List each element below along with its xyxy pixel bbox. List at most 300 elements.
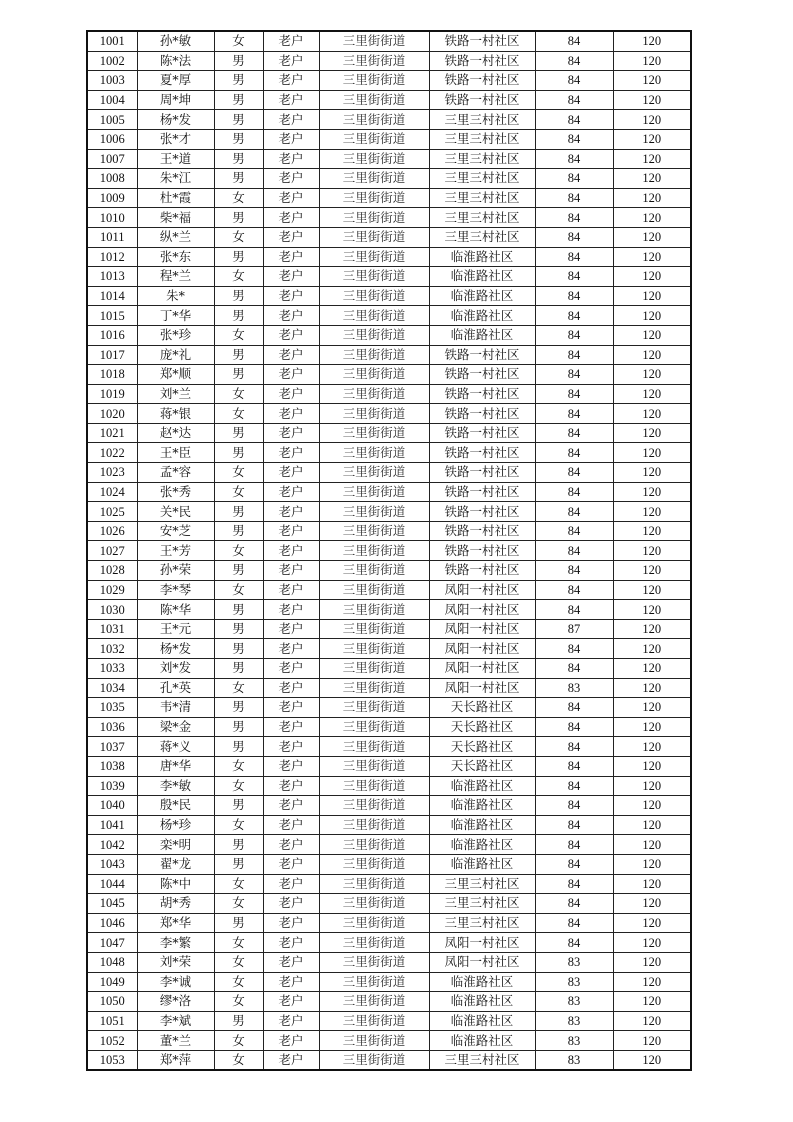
table-row <box>87 913 691 933</box>
street-cell: 三里街街道 <box>319 306 429 326</box>
street-cell: 三里街街道 <box>319 345 429 365</box>
id-cell: 1031 <box>87 619 137 639</box>
id-cell: 1029 <box>87 580 137 600</box>
table-row <box>87 561 691 581</box>
table-row <box>87 815 691 835</box>
gender-cell: 女 <box>214 815 263 835</box>
household-type-cell: 老户 <box>263 913 319 933</box>
value-cell: 84 <box>535 659 613 679</box>
community-cell: 铁路一村社区 <box>429 443 535 463</box>
table-row <box>87 345 691 365</box>
standard-cell: 120 <box>613 835 691 855</box>
standard-cell: 120 <box>613 423 691 443</box>
household-type-cell: 老户 <box>263 208 319 228</box>
value-cell: 84 <box>535 854 613 874</box>
community-cell: 天长路社区 <box>429 756 535 776</box>
name-cell: 刘*兰 <box>137 384 214 404</box>
table-row <box>87 71 691 91</box>
gender-cell: 女 <box>214 31 263 51</box>
household-type-cell: 老户 <box>263 227 319 247</box>
standard-cell: 120 <box>613 619 691 639</box>
community-cell: 临淮路社区 <box>429 815 535 835</box>
household-type-cell: 老户 <box>263 796 319 816</box>
id-cell: 1041 <box>87 815 137 835</box>
value-cell: 87 <box>535 619 613 639</box>
gender-cell: 男 <box>214 659 263 679</box>
name-cell: 杜*霞 <box>137 188 214 208</box>
street-cell: 三里街街道 <box>319 776 429 796</box>
household-type-cell: 老户 <box>263 580 319 600</box>
name-cell: 张*才 <box>137 129 214 149</box>
household-type-cell: 老户 <box>263 678 319 698</box>
value-cell: 84 <box>535 286 613 306</box>
id-cell: 1051 <box>87 1011 137 1031</box>
street-cell: 三里街街道 <box>319 188 429 208</box>
gender-cell: 女 <box>214 482 263 502</box>
value-cell: 84 <box>535 71 613 91</box>
gender-cell: 男 <box>214 717 263 737</box>
table-row <box>87 502 691 522</box>
table-row <box>87 423 691 443</box>
name-cell: 缪*洛 <box>137 992 214 1012</box>
id-cell: 1047 <box>87 933 137 953</box>
community-cell: 铁路一村社区 <box>429 423 535 443</box>
name-cell: 庞*礼 <box>137 345 214 365</box>
community-cell: 凤阳一村社区 <box>429 659 535 679</box>
community-cell: 临淮路社区 <box>429 854 535 874</box>
id-cell: 1036 <box>87 717 137 737</box>
table-row <box>87 227 691 247</box>
gender-cell: 女 <box>214 933 263 953</box>
gender-cell: 男 <box>214 502 263 522</box>
name-cell: 唐*华 <box>137 756 214 776</box>
id-cell: 1034 <box>87 678 137 698</box>
id-cell: 1020 <box>87 404 137 424</box>
gender-cell: 男 <box>214 423 263 443</box>
standard-cell: 120 <box>613 325 691 345</box>
value-cell: 84 <box>535 325 613 345</box>
id-cell: 1043 <box>87 854 137 874</box>
gender-cell: 男 <box>214 600 263 620</box>
value-cell: 84 <box>535 247 613 267</box>
community-cell: 三里三村社区 <box>429 129 535 149</box>
standard-cell: 120 <box>613 756 691 776</box>
table-row <box>87 874 691 894</box>
street-cell: 三里街街道 <box>319 129 429 149</box>
gender-cell: 女 <box>214 580 263 600</box>
community-cell: 铁路一村社区 <box>429 384 535 404</box>
standard-cell: 120 <box>613 815 691 835</box>
gender-cell: 男 <box>214 110 263 130</box>
value-cell: 84 <box>535 717 613 737</box>
standard-cell: 120 <box>613 51 691 71</box>
name-cell: 王*元 <box>137 619 214 639</box>
name-cell: 张*秀 <box>137 482 214 502</box>
street-cell: 三里街街道 <box>319 933 429 953</box>
table-row <box>87 208 691 228</box>
name-cell: 李*繁 <box>137 933 214 953</box>
standard-cell: 120 <box>613 286 691 306</box>
name-cell: 安*芝 <box>137 521 214 541</box>
name-cell: 孙*荣 <box>137 561 214 581</box>
value-cell: 84 <box>535 756 613 776</box>
id-cell: 1050 <box>87 992 137 1012</box>
gender-cell: 男 <box>214 129 263 149</box>
table-row <box>87 796 691 816</box>
standard-cell: 120 <box>613 678 691 698</box>
household-type-cell: 老户 <box>263 31 319 51</box>
value-cell: 84 <box>535 169 613 189</box>
value-cell: 84 <box>535 149 613 169</box>
table-row <box>87 678 691 698</box>
id-cell: 1017 <box>87 345 137 365</box>
id-cell: 1004 <box>87 90 137 110</box>
gender-cell: 女 <box>214 874 263 894</box>
community-cell: 临淮路社区 <box>429 796 535 816</box>
household-type-cell: 老户 <box>263 443 319 463</box>
id-cell: 1013 <box>87 267 137 287</box>
standard-cell: 120 <box>613 854 691 874</box>
name-cell: 杨*发 <box>137 639 214 659</box>
community-cell: 三里三村社区 <box>429 894 535 914</box>
standard-cell: 120 <box>613 404 691 424</box>
id-cell: 1001 <box>87 31 137 51</box>
value-cell: 84 <box>535 482 613 502</box>
community-cell: 天长路社区 <box>429 698 535 718</box>
community-cell: 临淮路社区 <box>429 325 535 345</box>
name-cell: 李*斌 <box>137 1011 214 1031</box>
standard-cell: 120 <box>613 521 691 541</box>
standard-cell: 120 <box>613 717 691 737</box>
street-cell: 三里街街道 <box>319 874 429 894</box>
table-row <box>87 482 691 502</box>
street-cell: 三里街街道 <box>319 639 429 659</box>
community-cell: 凤阳一村社区 <box>429 580 535 600</box>
community-cell: 铁路一村社区 <box>429 482 535 502</box>
community-cell: 临淮路社区 <box>429 267 535 287</box>
id-cell: 1015 <box>87 306 137 326</box>
household-type-cell: 老户 <box>263 835 319 855</box>
id-cell: 1045 <box>87 894 137 914</box>
table-row <box>87 365 691 385</box>
id-cell: 1044 <box>87 874 137 894</box>
name-cell: 郑*华 <box>137 913 214 933</box>
street-cell: 三里街街道 <box>319 90 429 110</box>
standard-cell: 120 <box>613 541 691 561</box>
street-cell: 三里街街道 <box>319 208 429 228</box>
name-cell: 郑*顺 <box>137 365 214 385</box>
street-cell: 三里街街道 <box>319 325 429 345</box>
table-row <box>87 737 691 757</box>
table-row <box>87 521 691 541</box>
community-cell: 铁路一村社区 <box>429 365 535 385</box>
value-cell: 84 <box>535 541 613 561</box>
standard-cell: 120 <box>613 561 691 581</box>
gender-cell: 男 <box>214 169 263 189</box>
street-cell: 三里街街道 <box>319 796 429 816</box>
name-cell: 张*珍 <box>137 325 214 345</box>
street-cell: 三里街街道 <box>319 149 429 169</box>
value-cell: 84 <box>535 90 613 110</box>
value-cell: 84 <box>535 933 613 953</box>
household-type-cell: 老户 <box>263 776 319 796</box>
street-cell: 三里街街道 <box>319 678 429 698</box>
community-cell: 凤阳一村社区 <box>429 619 535 639</box>
table-row <box>87 267 691 287</box>
standard-cell: 120 <box>613 894 691 914</box>
street-cell: 三里街街道 <box>319 1050 429 1070</box>
table-row <box>87 698 691 718</box>
standard-cell: 120 <box>613 463 691 483</box>
id-cell: 1011 <box>87 227 137 247</box>
street-cell: 三里街街道 <box>319 619 429 639</box>
standard-cell: 120 <box>613 933 691 953</box>
id-cell: 1019 <box>87 384 137 404</box>
household-type-cell: 老户 <box>263 110 319 130</box>
gender-cell: 男 <box>214 619 263 639</box>
street-cell: 三里街街道 <box>319 600 429 620</box>
name-cell: 郑*萍 <box>137 1050 214 1070</box>
community-cell: 凤阳一村社区 <box>429 600 535 620</box>
standard-cell: 120 <box>613 972 691 992</box>
street-cell: 三里街街道 <box>319 815 429 835</box>
community-cell: 临淮路社区 <box>429 835 535 855</box>
community-cell: 三里三村社区 <box>429 913 535 933</box>
value-cell: 84 <box>535 796 613 816</box>
gender-cell: 男 <box>214 345 263 365</box>
standard-cell: 120 <box>613 659 691 679</box>
street-cell: 三里街街道 <box>319 482 429 502</box>
household-type-cell: 老户 <box>263 815 319 835</box>
gender-cell: 男 <box>214 913 263 933</box>
community-cell: 铁路一村社区 <box>429 90 535 110</box>
household-type-cell: 老户 <box>263 659 319 679</box>
value-cell: 83 <box>535 952 613 972</box>
standard-cell: 120 <box>613 71 691 91</box>
household-type-cell: 老户 <box>263 365 319 385</box>
id-cell: 1008 <box>87 169 137 189</box>
value-cell: 84 <box>535 110 613 130</box>
gender-cell: 女 <box>214 756 263 776</box>
gender-cell: 女 <box>214 992 263 1012</box>
household-table <box>86 30 692 1071</box>
value-cell: 83 <box>535 1031 613 1051</box>
household-type-cell: 老户 <box>263 306 319 326</box>
name-cell: 李*琴 <box>137 580 214 600</box>
gender-cell: 女 <box>214 894 263 914</box>
street-cell: 三里街街道 <box>319 463 429 483</box>
community-cell: 临淮路社区 <box>429 1011 535 1031</box>
id-cell: 1032 <box>87 639 137 659</box>
standard-cell: 120 <box>613 698 691 718</box>
id-cell: 1028 <box>87 561 137 581</box>
gender-cell: 女 <box>214 1050 263 1070</box>
street-cell: 三里街街道 <box>319 992 429 1012</box>
gender-cell: 男 <box>214 443 263 463</box>
household-type-cell: 老户 <box>263 600 319 620</box>
name-cell: 陈*中 <box>137 874 214 894</box>
table-row <box>87 659 691 679</box>
value-cell: 84 <box>535 227 613 247</box>
standard-cell: 120 <box>613 580 691 600</box>
gender-cell: 男 <box>214 698 263 718</box>
household-type-cell: 老户 <box>263 325 319 345</box>
id-cell: 1010 <box>87 208 137 228</box>
id-cell: 1023 <box>87 463 137 483</box>
household-type-cell: 老户 <box>263 933 319 953</box>
street-cell: 三里街街道 <box>319 894 429 914</box>
table-row <box>87 169 691 189</box>
name-cell: 杨*发 <box>137 110 214 130</box>
standard-cell: 120 <box>613 1011 691 1031</box>
community-cell: 凤阳一村社区 <box>429 678 535 698</box>
household-type-cell: 老户 <box>263 1031 319 1051</box>
value-cell: 84 <box>535 306 613 326</box>
table-row <box>87 463 691 483</box>
community-cell: 铁路一村社区 <box>429 561 535 581</box>
gender-cell: 男 <box>214 796 263 816</box>
id-cell: 1037 <box>87 737 137 757</box>
id-cell: 1024 <box>87 482 137 502</box>
standard-cell: 120 <box>613 129 691 149</box>
id-cell: 1018 <box>87 365 137 385</box>
value-cell: 84 <box>535 815 613 835</box>
name-cell: 陈*法 <box>137 51 214 71</box>
name-cell: 柴*福 <box>137 208 214 228</box>
table-row <box>87 1050 691 1070</box>
standard-cell: 120 <box>613 443 691 463</box>
table-row <box>87 952 691 972</box>
standard-cell: 120 <box>613 502 691 522</box>
gender-cell: 女 <box>214 227 263 247</box>
community-cell: 三里三村社区 <box>429 188 535 208</box>
standard-cell: 120 <box>613 169 691 189</box>
id-cell: 1049 <box>87 972 137 992</box>
community-cell: 铁路一村社区 <box>429 521 535 541</box>
community-cell: 铁路一村社区 <box>429 463 535 483</box>
value-cell: 84 <box>535 698 613 718</box>
street-cell: 三里街街道 <box>319 71 429 91</box>
name-cell: 李*敏 <box>137 776 214 796</box>
household-type-cell: 老户 <box>263 384 319 404</box>
gender-cell: 男 <box>214 639 263 659</box>
name-cell: 董*兰 <box>137 1031 214 1051</box>
household-type-cell: 老户 <box>263 541 319 561</box>
name-cell: 关*民 <box>137 502 214 522</box>
name-cell: 李*诚 <box>137 972 214 992</box>
standard-cell: 120 <box>613 992 691 1012</box>
id-cell: 1033 <box>87 659 137 679</box>
street-cell: 三里街街道 <box>319 267 429 287</box>
value-cell: 84 <box>535 404 613 424</box>
standard-cell: 120 <box>613 639 691 659</box>
street-cell: 三里街街道 <box>319 110 429 130</box>
id-cell: 1046 <box>87 913 137 933</box>
table-row <box>87 894 691 914</box>
id-cell: 1007 <box>87 149 137 169</box>
household-type-cell: 老户 <box>263 247 319 267</box>
household-type-cell: 老户 <box>263 169 319 189</box>
table-row <box>87 1031 691 1051</box>
standard-cell: 120 <box>613 365 691 385</box>
table-row <box>87 188 691 208</box>
name-cell: 梁*金 <box>137 717 214 737</box>
table-row <box>87 129 691 149</box>
household-type-cell: 老户 <box>263 129 319 149</box>
gender-cell: 女 <box>214 384 263 404</box>
table-row <box>87 1011 691 1031</box>
value-cell: 84 <box>535 345 613 365</box>
standard-cell: 120 <box>613 482 691 502</box>
standard-cell: 120 <box>613 1050 691 1070</box>
standard-cell: 120 <box>613 188 691 208</box>
household-type-cell: 老户 <box>263 71 319 91</box>
value-cell: 84 <box>535 463 613 483</box>
value-cell: 84 <box>535 129 613 149</box>
street-cell: 三里街街道 <box>319 561 429 581</box>
id-cell: 1030 <box>87 600 137 620</box>
table-row <box>87 404 691 424</box>
gender-cell: 男 <box>214 71 263 91</box>
id-cell: 1027 <box>87 541 137 561</box>
name-cell: 王*芳 <box>137 541 214 561</box>
table-row <box>87 90 691 110</box>
street-cell: 三里街街道 <box>319 384 429 404</box>
standard-cell: 120 <box>613 306 691 326</box>
standard-cell: 120 <box>613 737 691 757</box>
standard-cell: 120 <box>613 110 691 130</box>
gender-cell: 男 <box>214 1011 263 1031</box>
id-cell: 1014 <box>87 286 137 306</box>
street-cell: 三里街街道 <box>319 169 429 189</box>
household-type-cell: 老户 <box>263 698 319 718</box>
id-cell: 1021 <box>87 423 137 443</box>
value-cell: 84 <box>535 267 613 287</box>
table-row <box>87 31 691 51</box>
household-type-cell: 老户 <box>263 639 319 659</box>
value-cell: 84 <box>535 208 613 228</box>
household-type-cell: 老户 <box>263 149 319 169</box>
community-cell: 凤阳一村社区 <box>429 639 535 659</box>
gender-cell: 女 <box>214 404 263 424</box>
value-cell: 84 <box>535 443 613 463</box>
gender-cell: 男 <box>214 208 263 228</box>
name-cell: 刘*荣 <box>137 952 214 972</box>
street-cell: 三里街街道 <box>319 404 429 424</box>
table-row <box>87 325 691 345</box>
household-type-cell: 老户 <box>263 874 319 894</box>
id-cell: 1012 <box>87 247 137 267</box>
household-type-cell: 老户 <box>263 188 319 208</box>
street-cell: 三里街街道 <box>319 1011 429 1031</box>
standard-cell: 120 <box>613 874 691 894</box>
id-cell: 1026 <box>87 521 137 541</box>
value-cell: 84 <box>535 776 613 796</box>
table-row <box>87 384 691 404</box>
community-cell: 铁路一村社区 <box>429 51 535 71</box>
id-cell: 1002 <box>87 51 137 71</box>
community-cell: 临淮路社区 <box>429 992 535 1012</box>
name-cell: 蒋*义 <box>137 737 214 757</box>
household-type-cell: 老户 <box>263 482 319 502</box>
name-cell: 纵*兰 <box>137 227 214 247</box>
community-cell: 临淮路社区 <box>429 247 535 267</box>
table-row <box>87 854 691 874</box>
standard-cell: 120 <box>613 90 691 110</box>
gender-cell: 男 <box>214 835 263 855</box>
name-cell: 杨*珍 <box>137 815 214 835</box>
household-type-cell: 老户 <box>263 737 319 757</box>
